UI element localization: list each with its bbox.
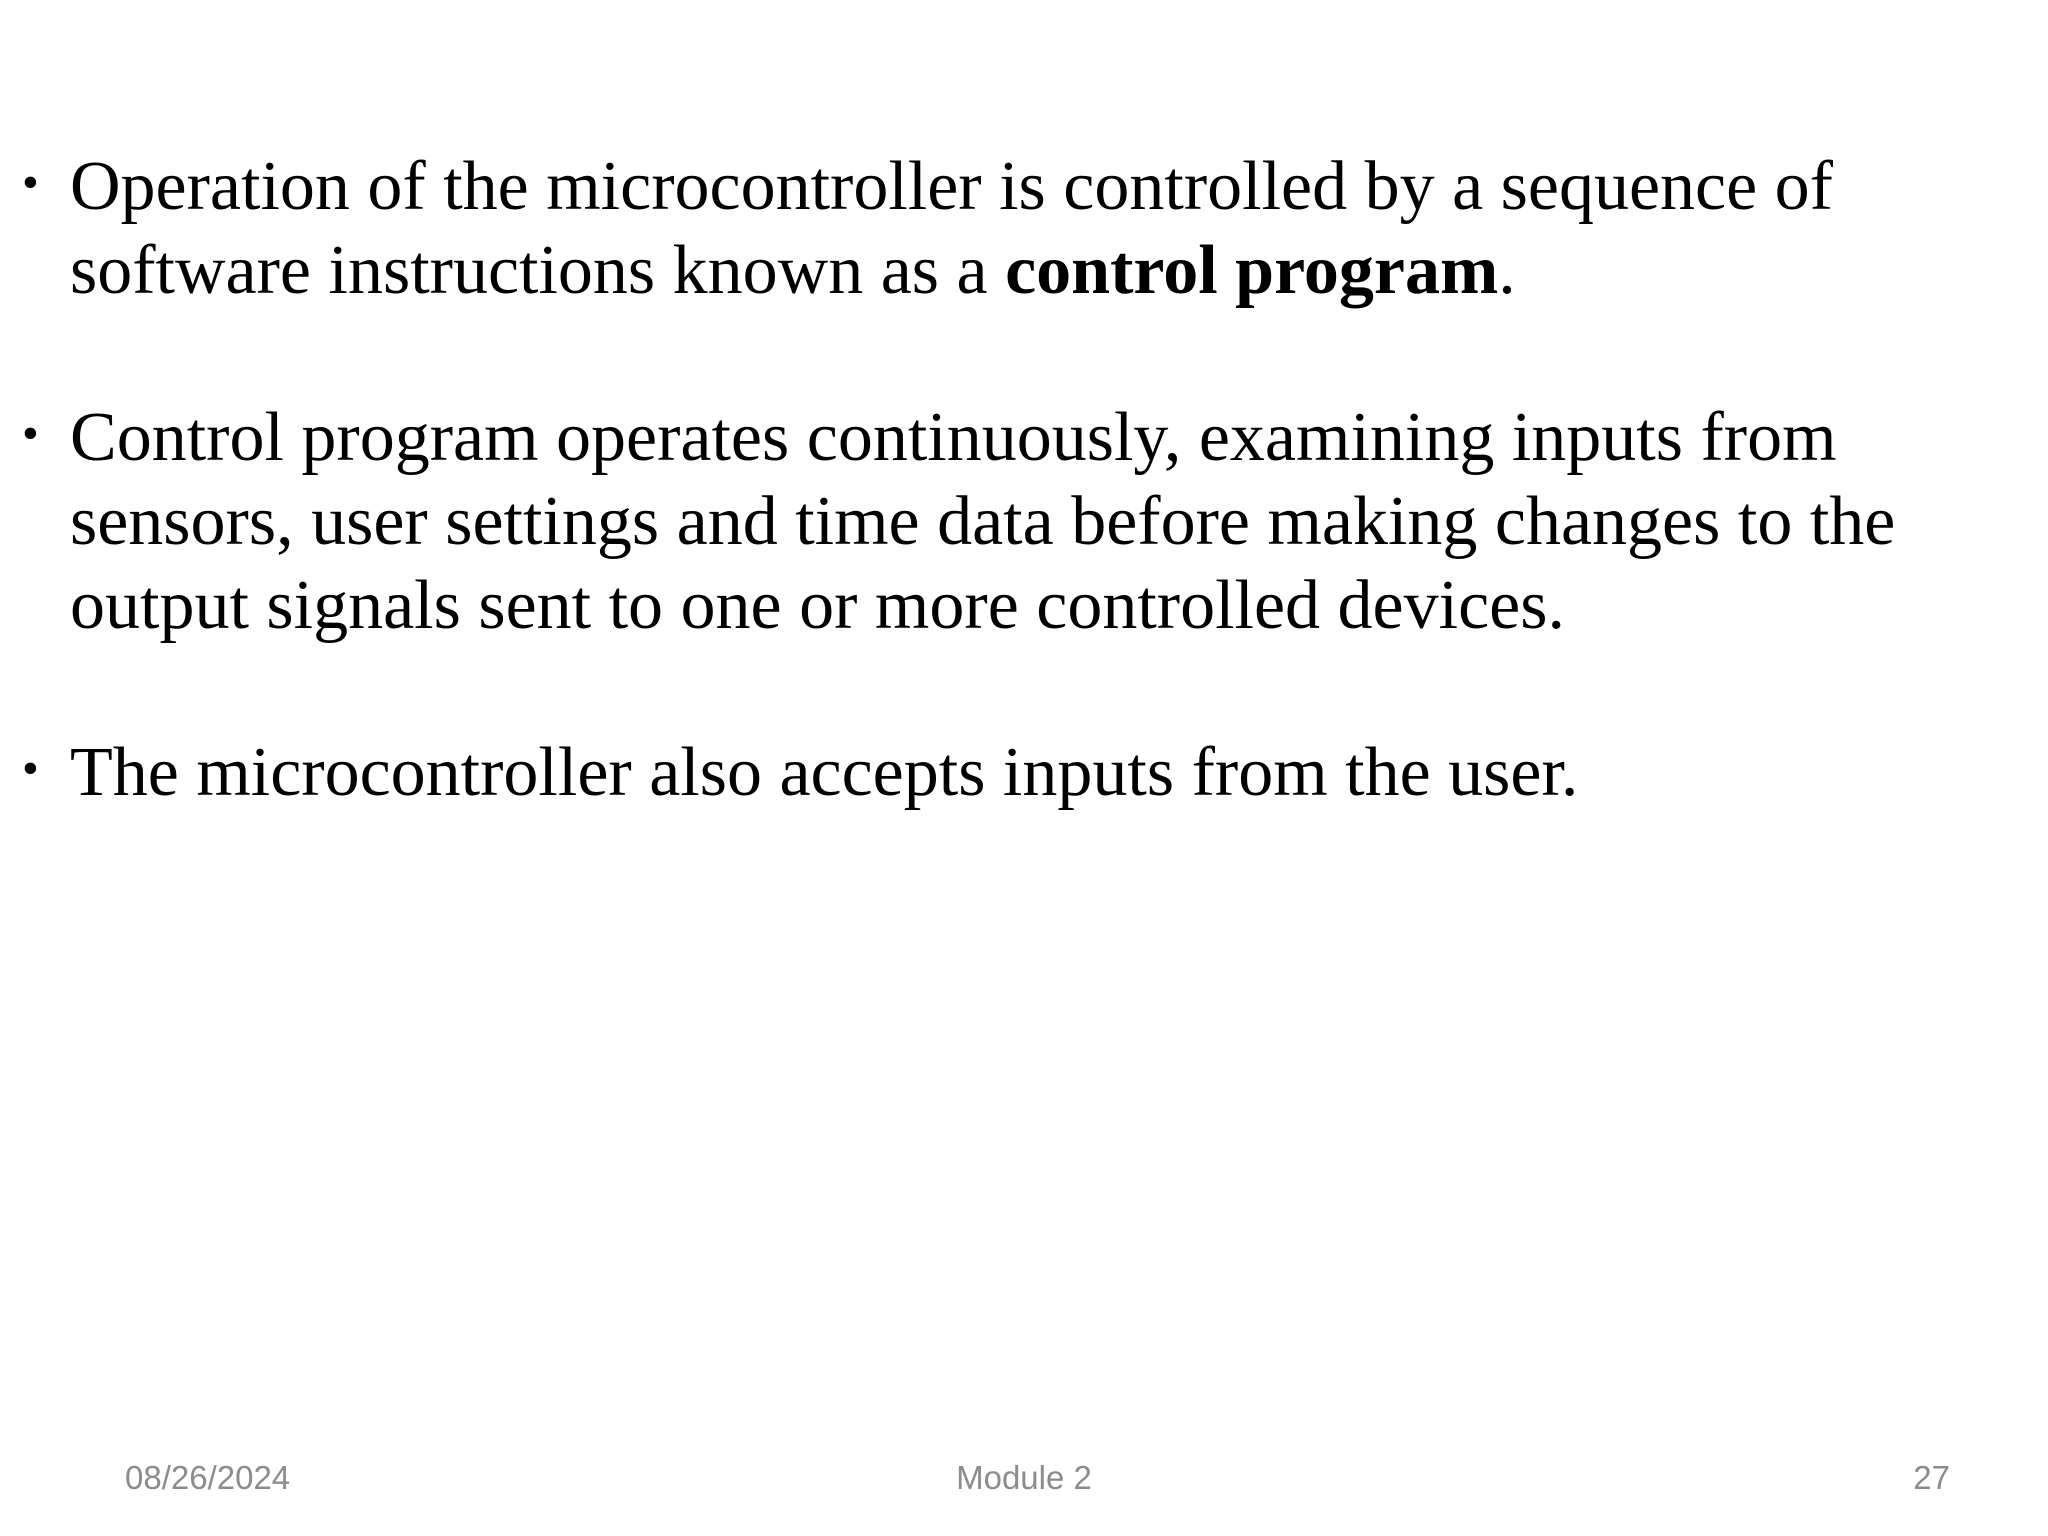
bullet-text: Control program operates continuously, examining inputs from sensors, user settings and time data before making changes to the output signals sent to one or more controlled devices. xyxy=(70,399,1896,644)
bullet-text: The microcontroller also accepts inputs from the user. xyxy=(70,734,1579,811)
bullet-dot-icon: • xyxy=(22,156,39,209)
bullet-bold-term: control program xyxy=(1005,232,1499,309)
bullet-dot-icon: • xyxy=(22,742,39,795)
page-number: 27 xyxy=(1913,1459,1950,1496)
bullet-text: Operation of the microcontroller is controlled by a sequence of software instructions known as a xyxy=(70,148,1833,309)
bullet-item xyxy=(22,731,1982,815)
footer-date: 08/26/2024 xyxy=(125,1459,291,1496)
bullet-list xyxy=(22,145,1982,898)
bullet-text-end: . xyxy=(1498,232,1516,309)
bullet-item xyxy=(22,396,1982,648)
bullet-item xyxy=(22,145,1982,313)
bullet-dot-icon: • xyxy=(22,407,39,460)
footer-title: Module 2 xyxy=(956,1459,1092,1496)
